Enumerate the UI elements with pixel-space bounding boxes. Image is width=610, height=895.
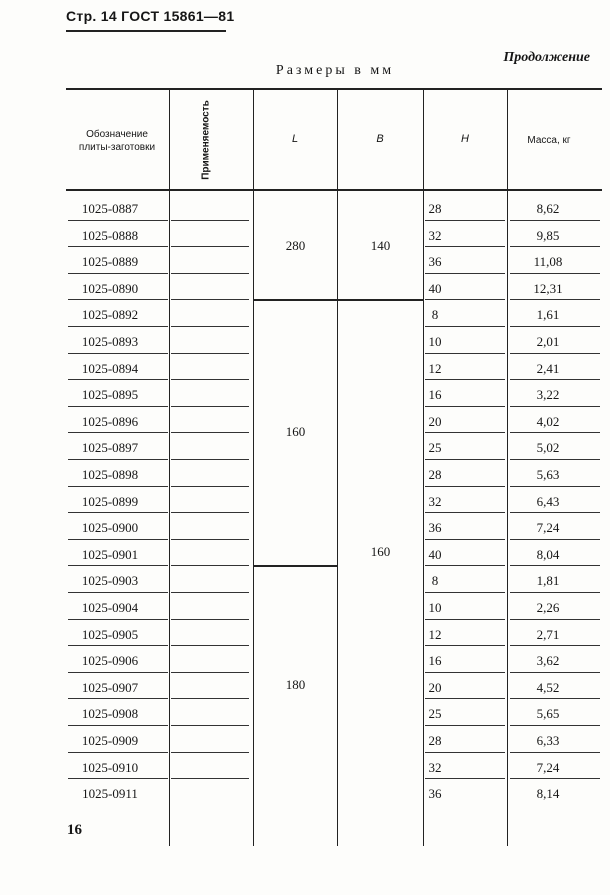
row-separator bbox=[68, 778, 168, 779]
row-separator bbox=[171, 459, 249, 460]
row-separator bbox=[171, 379, 249, 380]
row-separator bbox=[68, 539, 168, 540]
row-separator bbox=[510, 299, 600, 300]
row-separator bbox=[425, 486, 505, 487]
document-header: Стр. 14 ГОСТ 15861—81 bbox=[66, 8, 235, 24]
height-value: 10 bbox=[428, 334, 442, 349]
mass-value: 2,26 bbox=[536, 600, 560, 615]
column-header-B: B bbox=[376, 133, 384, 145]
height-value: 32 bbox=[428, 759, 442, 775]
height-value: 20 bbox=[428, 679, 442, 695]
mass-value: 5,63 bbox=[536, 467, 560, 482]
row-separator bbox=[510, 778, 600, 779]
height-value: 8 bbox=[431, 573, 439, 589]
plate-designation: 1025-0887 bbox=[81, 201, 139, 216]
row-separator bbox=[510, 220, 600, 221]
row-separator bbox=[425, 752, 505, 753]
mass-value: 2,01 bbox=[536, 334, 560, 349]
mass-value: 5,02 bbox=[536, 440, 560, 456]
header-underline bbox=[66, 30, 226, 32]
continuation-label: Продолжение bbox=[503, 50, 590, 65]
height-value: 16 bbox=[428, 653, 442, 669]
row-separator bbox=[510, 379, 600, 380]
row-separator bbox=[68, 299, 168, 300]
mass-value: 4,02 bbox=[536, 413, 560, 429]
row-separator bbox=[171, 672, 249, 673]
plate-designation: 1025-0908 bbox=[81, 706, 139, 722]
mass-value: 8,14 bbox=[536, 786, 560, 802]
plate-designation: 1025-0889 bbox=[81, 254, 139, 270]
group-separator bbox=[254, 299, 337, 301]
dimension-B-value: 160 bbox=[370, 544, 391, 560]
row-separator bbox=[68, 725, 168, 726]
row-separator bbox=[510, 539, 600, 540]
row-separator bbox=[68, 645, 168, 646]
column-divider bbox=[337, 88, 338, 846]
column-header-designation: Обозначение плиты-заготовки bbox=[78, 129, 156, 153]
height-value: 25 bbox=[428, 440, 442, 456]
plate-designation: 1025-0901 bbox=[81, 546, 139, 562]
row-separator bbox=[425, 539, 505, 540]
row-separator bbox=[425, 565, 505, 566]
dimension-L-value: 180 bbox=[285, 677, 306, 693]
row-separator bbox=[68, 326, 168, 327]
row-separator bbox=[510, 725, 600, 726]
height-value: 28 bbox=[428, 467, 442, 482]
mass-value: 3,22 bbox=[536, 387, 560, 403]
row-separator bbox=[510, 619, 600, 620]
row-separator bbox=[425, 698, 505, 699]
row-separator bbox=[68, 592, 168, 593]
row-separator bbox=[510, 592, 600, 593]
row-separator bbox=[510, 459, 600, 460]
row-separator bbox=[171, 512, 249, 513]
mass-value: 4,52 bbox=[536, 679, 560, 695]
plate-designation: 1025-0899 bbox=[81, 493, 139, 509]
row-separator bbox=[171, 592, 249, 593]
row-separator bbox=[68, 512, 168, 513]
column-divider bbox=[253, 88, 254, 846]
table-header-bottom-border bbox=[66, 189, 602, 191]
height-value: 8 bbox=[431, 307, 439, 323]
mass-value: 1,81 bbox=[536, 573, 560, 589]
row-separator bbox=[510, 752, 600, 753]
plate-designation: 1025-0903 bbox=[81, 573, 139, 589]
mass-value: 5,65 bbox=[536, 706, 560, 722]
dimension-L-value: 280 bbox=[285, 238, 306, 254]
mass-value: 6,43 bbox=[536, 493, 560, 509]
row-separator bbox=[171, 432, 249, 433]
height-value: 32 bbox=[428, 493, 442, 509]
group-separator bbox=[338, 299, 423, 301]
units-caption: Размеры в мм bbox=[275, 63, 395, 78]
row-separator bbox=[425, 778, 505, 779]
mass-value: 8,04 bbox=[536, 546, 560, 562]
column-header-L: L bbox=[291, 133, 299, 145]
row-separator bbox=[425, 379, 505, 380]
group-separator bbox=[254, 565, 337, 567]
row-separator bbox=[425, 645, 505, 646]
mass-value: 7,24 bbox=[536, 759, 560, 775]
row-separator bbox=[68, 486, 168, 487]
row-separator bbox=[171, 220, 249, 221]
plate-designation: 1025-0888 bbox=[81, 227, 139, 243]
row-separator bbox=[425, 672, 505, 673]
row-separator bbox=[171, 778, 249, 779]
row-separator bbox=[171, 539, 249, 540]
row-separator bbox=[68, 220, 168, 221]
row-separator bbox=[171, 698, 249, 699]
row-separator bbox=[171, 565, 249, 566]
row-separator bbox=[510, 512, 600, 513]
row-separator bbox=[171, 299, 249, 300]
row-separator bbox=[425, 220, 505, 221]
height-value: 28 bbox=[428, 733, 442, 748]
row-separator bbox=[425, 725, 505, 726]
row-separator bbox=[68, 698, 168, 699]
mass-value: 7,24 bbox=[536, 520, 560, 536]
column-header-applicability: Применяемость bbox=[200, 100, 212, 180]
row-separator bbox=[425, 299, 505, 300]
row-separator bbox=[68, 406, 168, 407]
plate-designation: 1025-0897 bbox=[81, 440, 139, 456]
row-separator bbox=[68, 672, 168, 673]
mass-value: 6,33 bbox=[536, 733, 560, 748]
row-separator bbox=[68, 752, 168, 753]
row-separator bbox=[68, 353, 168, 354]
height-value: 40 bbox=[428, 546, 442, 562]
row-separator bbox=[510, 486, 600, 487]
row-separator bbox=[68, 273, 168, 274]
row-separator bbox=[510, 698, 600, 699]
plate-designation: 1025-0906 bbox=[81, 653, 139, 669]
height-value: 40 bbox=[428, 280, 442, 296]
plate-designation: 1025-0910 bbox=[81, 759, 139, 775]
plate-designation: 1025-0909 bbox=[81, 733, 139, 748]
row-separator bbox=[171, 486, 249, 487]
plate-designation: 1025-0900 bbox=[81, 520, 139, 536]
plate-designation: 1025-0904 bbox=[81, 600, 139, 615]
row-separator bbox=[68, 246, 168, 247]
height-value: 12 bbox=[428, 360, 442, 376]
plate-designation: 1025-0896 bbox=[81, 413, 139, 429]
dimension-L-value: 160 bbox=[285, 424, 306, 440]
mass-value: 9,85 bbox=[536, 227, 560, 243]
table-top-border bbox=[66, 88, 602, 90]
row-separator bbox=[171, 246, 249, 247]
column-header-mass: Масса, кг bbox=[527, 135, 571, 146]
plate-designation: 1025-0894 bbox=[81, 360, 139, 376]
row-separator bbox=[510, 645, 600, 646]
mass-value: 1,61 bbox=[536, 307, 560, 323]
row-separator bbox=[171, 273, 249, 274]
row-separator bbox=[510, 326, 600, 327]
row-separator bbox=[171, 406, 249, 407]
row-separator bbox=[425, 246, 505, 247]
row-separator bbox=[510, 246, 600, 247]
row-separator bbox=[425, 326, 505, 327]
plate-designation: 1025-0895 bbox=[81, 387, 139, 403]
row-separator bbox=[510, 273, 600, 274]
dimension-B-value: 140 bbox=[370, 238, 391, 254]
plate-designation: 1025-0893 bbox=[81, 334, 139, 349]
row-separator bbox=[510, 565, 600, 566]
row-separator bbox=[510, 432, 600, 433]
row-separator bbox=[425, 353, 505, 354]
row-separator bbox=[425, 273, 505, 274]
row-separator bbox=[510, 406, 600, 407]
plate-designation: 1025-0905 bbox=[81, 626, 139, 642]
row-separator bbox=[510, 353, 600, 354]
row-separator bbox=[171, 752, 249, 753]
height-value: 28 bbox=[428, 201, 442, 216]
column-divider bbox=[507, 88, 508, 846]
mass-value: 12,31 bbox=[533, 280, 563, 296]
row-separator bbox=[68, 619, 168, 620]
row-separator bbox=[425, 406, 505, 407]
row-separator bbox=[425, 512, 505, 513]
height-value: 20 bbox=[428, 413, 442, 429]
row-separator bbox=[171, 619, 249, 620]
row-separator bbox=[171, 725, 249, 726]
height-value: 25 bbox=[428, 706, 442, 722]
height-value: 36 bbox=[428, 254, 442, 270]
column-header-H: H bbox=[461, 133, 469, 145]
row-separator bbox=[425, 619, 505, 620]
mass-value: 3,62 bbox=[536, 653, 560, 669]
height-value: 12 bbox=[428, 626, 442, 642]
height-value: 36 bbox=[428, 520, 442, 536]
height-value: 36 bbox=[428, 786, 442, 802]
mass-value: 2,71 bbox=[536, 626, 560, 642]
mass-value: 8,62 bbox=[536, 201, 560, 216]
height-value: 16 bbox=[428, 387, 442, 403]
plate-designation: 1025-0907 bbox=[81, 679, 139, 695]
column-divider bbox=[169, 88, 170, 846]
mass-value: 2,41 bbox=[536, 360, 560, 376]
row-separator bbox=[68, 379, 168, 380]
height-value: 32 bbox=[428, 227, 442, 243]
row-separator bbox=[68, 565, 168, 566]
plate-designation: 1025-0911 bbox=[82, 786, 138, 802]
page-number: 16 bbox=[67, 822, 82, 838]
row-separator bbox=[510, 672, 600, 673]
mass-value: 11,08 bbox=[533, 254, 563, 270]
row-separator bbox=[171, 326, 249, 327]
row-separator bbox=[425, 459, 505, 460]
row-separator bbox=[68, 432, 168, 433]
row-separator bbox=[68, 459, 168, 460]
height-value: 10 bbox=[428, 600, 442, 615]
plate-designation: 1025-0890 bbox=[81, 280, 139, 296]
plate-designation: 1025-0892 bbox=[81, 307, 139, 323]
row-separator bbox=[425, 592, 505, 593]
row-separator bbox=[171, 645, 249, 646]
row-separator bbox=[171, 353, 249, 354]
plate-designation: 1025-0898 bbox=[81, 467, 139, 482]
row-separator bbox=[425, 432, 505, 433]
